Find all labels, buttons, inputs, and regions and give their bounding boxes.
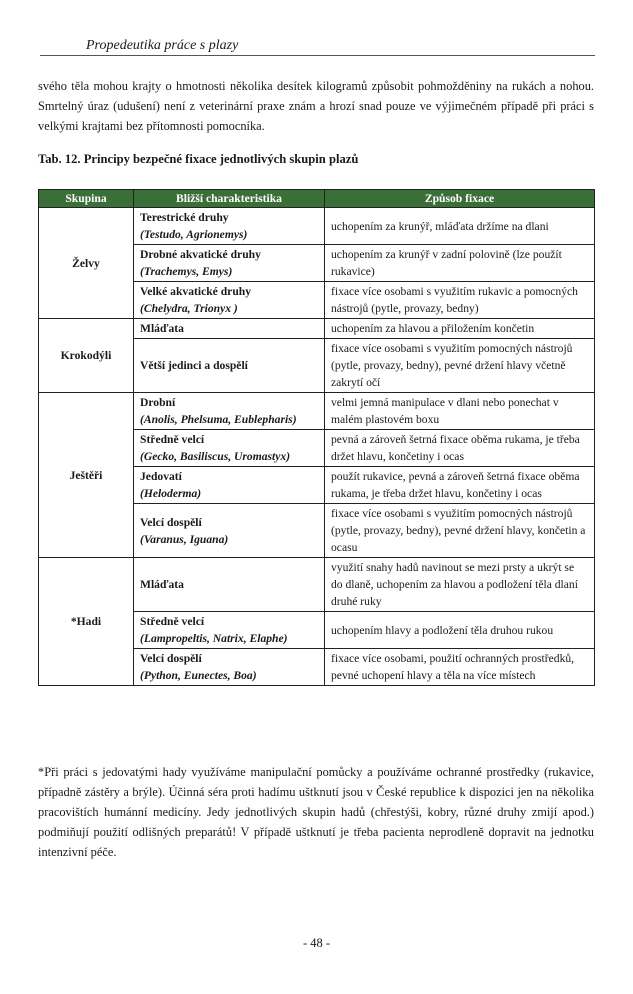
characteristic-cell: [134, 612, 325, 649]
method-cell: použít rukavice, pevná a zároveň šetrná fixace oběma rukama, je třeba držet hlavu, končetiny i ocas: [325, 467, 595, 504]
latin-names: (Chelydra, Trionyx ): [140, 302, 238, 315]
characteristic-name: Drobní: [140, 396, 176, 409]
latin-names: (Testudo, Agrionemys): [140, 228, 248, 241]
running-header: [40, 38, 595, 60]
method-cell: pevná a zároveň šetrná fixace oběma rukama, je třeba držet hlavu, končetiny i ocas: [325, 430, 595, 467]
table-row: [39, 558, 595, 612]
method-cell: fixace více osobami s využitím pomocných nástrojů (pytle, provazy, bedny), pevné držení hlavy, končetin a ocasu: [325, 504, 595, 558]
characteristic-cell: [134, 504, 325, 558]
characteristic-cell: [134, 558, 325, 612]
characteristic-cell: [134, 393, 325, 430]
table-row: [39, 319, 595, 339]
characteristic-name: Terestrické druhy: [140, 211, 229, 224]
method-cell: uchopením hlavy a podložení těla druhou rukou: [325, 612, 595, 649]
latin-names: (Lampropeltis, Natrix, Elaphe): [140, 632, 288, 645]
characteristic-cell: [134, 245, 325, 282]
characteristic-name: Velcí dospělí: [140, 515, 202, 529]
method-cell: fixace více osobami, použití ochranných prostředků, pevné uchopení hlavy a těla na více místech: [325, 649, 595, 686]
characteristic-cell: [134, 282, 325, 319]
footnote: *Při práci s jedovatými hady využíváme manipulační pomůcky a používáme ochranné prostředky (rukavice, případně zástěry a brýle). Účinná séra proti hadímu uštknutí jsou v České republice k dispozici jen na několika pracovištích humánní medicíny. Jedy jednotlivých skupin hadů (chřestýši, kobry, různé druhy zmijí apod.) podmiňují použití odlišných preparátů! V případě uštknutí je třeba pacienta neprodleně dopravit na jednotku intenzivní péče.: [38, 765, 594, 859]
table-caption: Tab. 12. Principy bezpečné fixace jednotlivých skupin plazů: [38, 152, 359, 166]
col-header-group: Skupina: [39, 190, 134, 208]
group-cell: Ještěři: [39, 393, 134, 558]
latin-names: (Anolis, Phelsuma, Eublepharis): [140, 413, 297, 426]
method-cell: velmi jemná manipulace v dlani nebo ponechat v malém plastovém boxu: [325, 393, 595, 430]
characteristic-cell: [134, 467, 325, 504]
restraint-table: [38, 189, 595, 686]
latin-names: (Heloderma): [140, 487, 202, 500]
method-cell: uchopením za krunýř v zadní polovině (lze použít rukavice): [325, 245, 595, 282]
characteristic-name: Větší jedinci a dospělí: [140, 359, 248, 372]
method-cell: fixace více osobami s využitím pomocných nástrojů (pytle, provazy, bedny), pevné držení hlavy včetně zakrytí očí: [325, 339, 595, 393]
table-row: [39, 208, 595, 245]
page-number: - 48 -: [302, 936, 331, 950]
group-cell: Želvy: [39, 208, 134, 319]
characteristic-cell: [134, 208, 325, 245]
group-cell: Krokodýli: [39, 319, 134, 393]
header-rule: [40, 55, 595, 56]
latin-names: (Python, Eunectes, Boa): [140, 669, 257, 682]
characteristic-name: Drobné akvatické druhy: [140, 248, 261, 261]
characteristic-name: Jedovatí: [140, 470, 182, 483]
characteristic-name: Mláďata: [140, 578, 184, 591]
method-cell: fixace více osobami s využitím rukavic a pomocných nástrojů (pytle, provazy, bedny): [325, 282, 595, 319]
latin-names: (Gecko, Basiliscus, Uromastyx): [140, 450, 291, 463]
characteristic-name: Středně velcí: [140, 615, 205, 628]
group-cell: *Hadi: [39, 558, 134, 686]
col-header-method: Způsob fixace: [325, 190, 595, 208]
latin-names: (Trachemys, Emys): [140, 265, 233, 278]
col-header-characteristic: Bližší charakteristika: [134, 190, 325, 208]
characteristic-cell: [134, 319, 325, 339]
characteristic-name: Velké akvatické druhy: [140, 285, 252, 298]
method-cell: uchopením za hlavou a přiložením končetin: [325, 319, 595, 339]
latin-names: (Varanus, Iguana): [140, 532, 229, 546]
table-header-row: [39, 190, 595, 208]
table-row: [39, 393, 595, 430]
characteristic-name: Středně velcí: [140, 433, 205, 446]
intro-paragraph: svého těla mohou krajty o hmotnosti několika desítek kilogramů způsobit pohmožděniny na rukách a nohou. Smrtelný úraz (udušení) není z veterinární praxe znám a hrozí snad pouze ve výjimečném případě při práci s velkými krajtami bez přítomnosti pomocníka.: [38, 79, 594, 133]
characteristic-cell: [134, 649, 325, 686]
characteristic-cell: [134, 339, 325, 393]
method-cell: využití snahy hadů navinout se mezi prsty a ukrýt se do dlaně, uchopením za hlavou a podložení těla dlaní druhé ruky: [325, 558, 595, 612]
characteristic-name: Velcí dospělí: [140, 652, 202, 665]
running-header-title: Propedeutika práce s plazy: [86, 38, 239, 53]
method-cell: uchopením za krunýř, mláďata držíme na dlani: [325, 208, 595, 245]
characteristic-cell: [134, 430, 325, 467]
characteristic-name: Mláďata: [140, 322, 184, 335]
